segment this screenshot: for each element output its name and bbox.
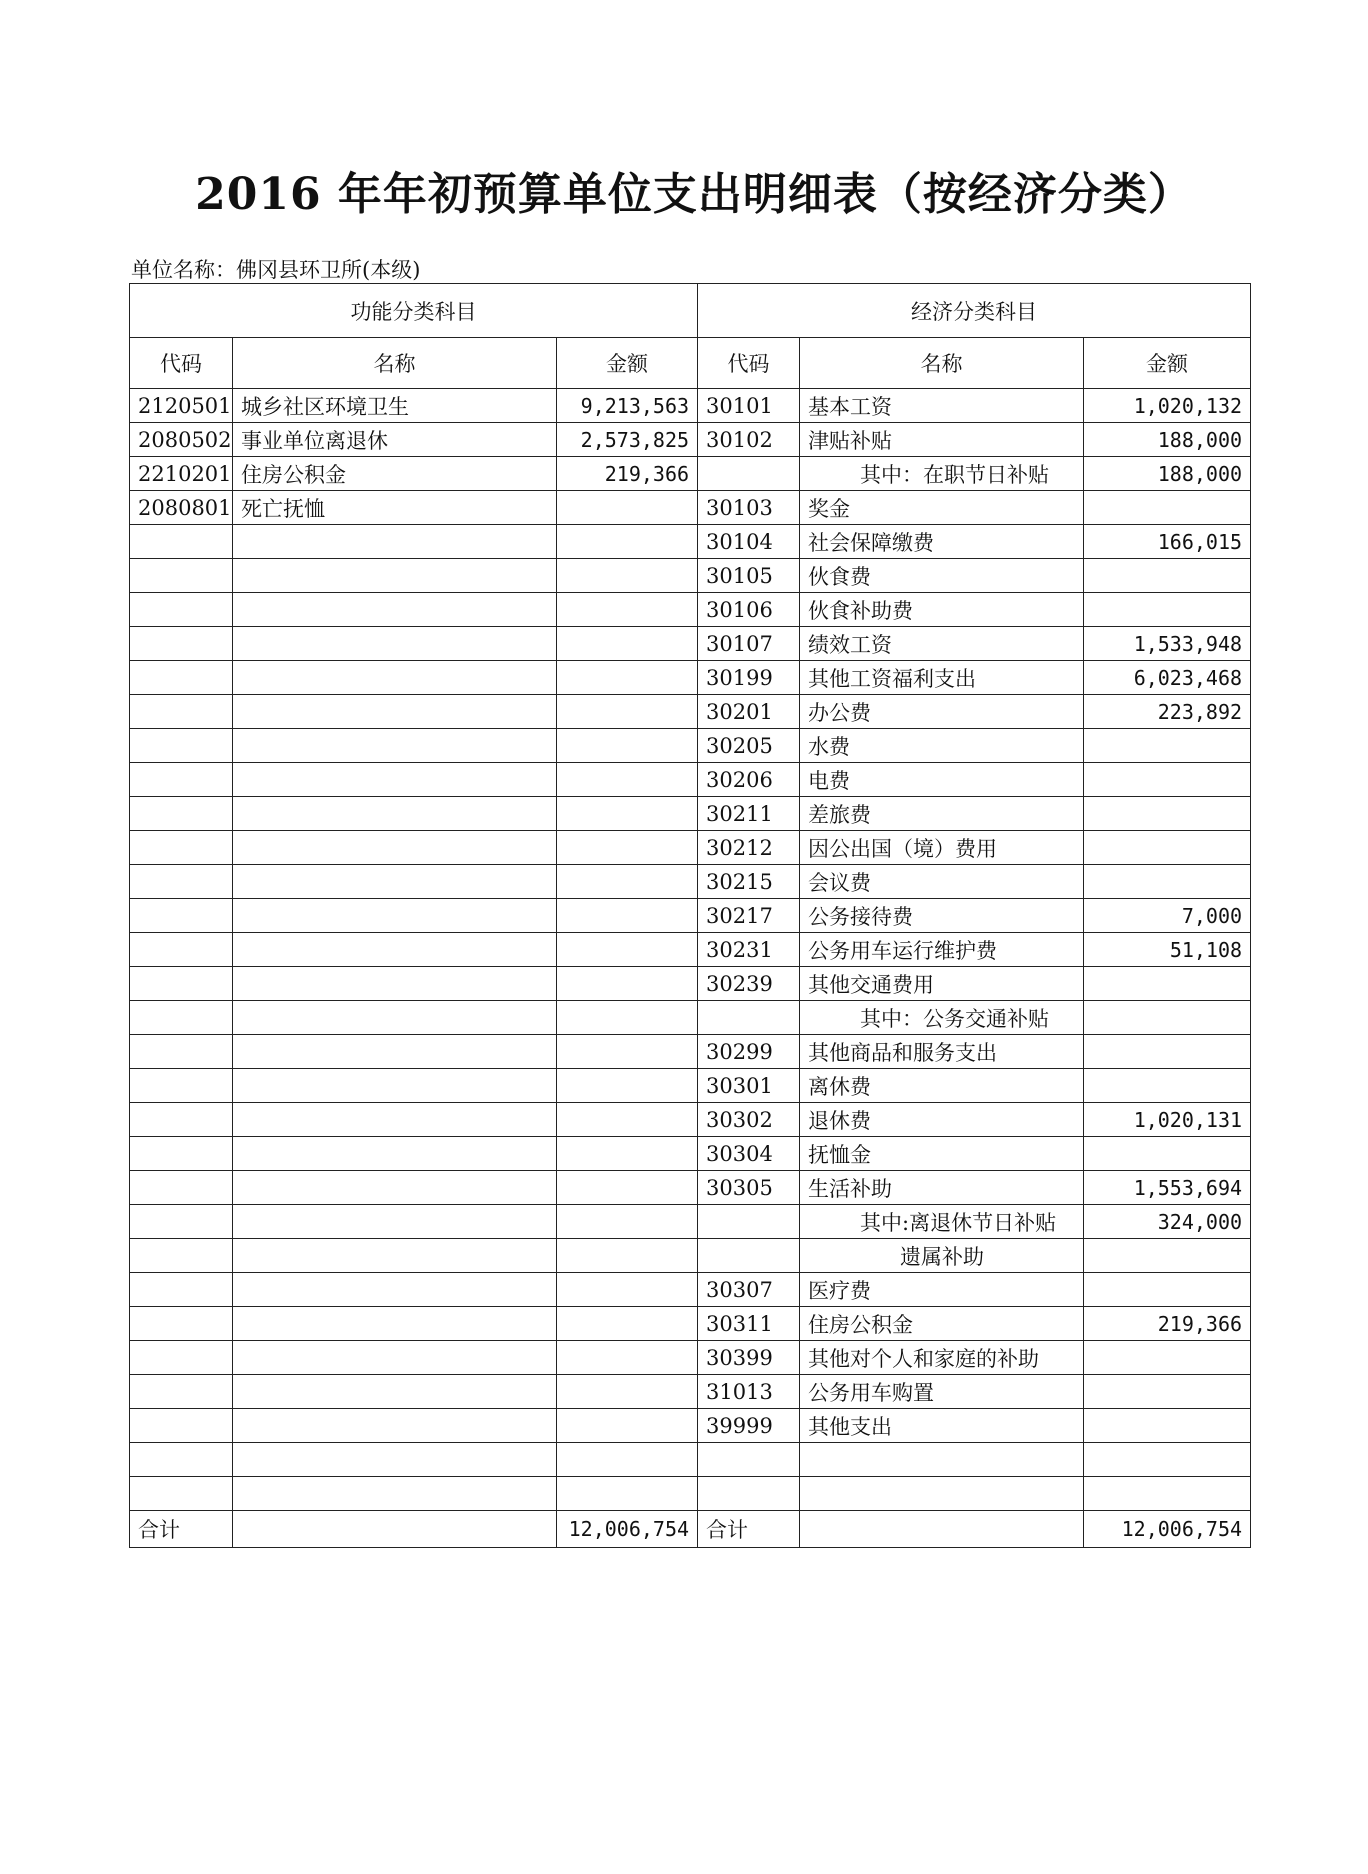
total-functional-amount: 12,006,754 [557,1511,698,1548]
economic-code-cell: 30107 [698,627,800,661]
functional-code-cell [130,1341,233,1375]
economic-amount-cell [1084,559,1251,593]
table-row [130,1069,1251,1103]
economic-code-cell: 30102 [698,423,800,457]
functional-amount-cell [557,1375,698,1409]
functional-amount-cell [557,1069,698,1103]
functional-code-cell [130,1409,233,1443]
table-row [130,1477,1251,1511]
economic-name-cell: 其他交通费用 [800,967,1084,1001]
table-row [130,1239,1251,1273]
functional-code-cell [130,729,233,763]
economic-amount-cell [1084,1477,1251,1511]
economic-amount-cell [1084,1273,1251,1307]
functional-name-cell [233,763,557,797]
functional-name-cell [233,1069,557,1103]
economic-amount-cell: 223,892 [1084,695,1251,729]
economic-name-cell: 会议费 [800,865,1084,899]
functional-amount-cell [557,797,698,831]
functional-amount-cell [557,1341,698,1375]
functional-amount-cell [557,1477,698,1511]
economic-name-cell: 其他商品和服务支出 [800,1035,1084,1069]
functional-amount-cell [557,1443,698,1477]
economic-amount-cell [1084,1239,1251,1273]
economic-code-cell [698,1001,800,1035]
economic-name-cell: 基本工资 [800,389,1084,423]
economic-name-cell: 公务用车运行维护费 [800,933,1084,967]
functional-name-cell: 住房公积金 [233,457,557,491]
economic-name-cell: 电费 [800,763,1084,797]
economic-code-cell: 31013 [698,1375,800,1409]
economic-amount-cell [1084,1001,1251,1035]
col-header-code: 代码 [130,338,233,389]
functional-name-cell [233,1239,557,1273]
functional-amount-cell [557,1273,698,1307]
table-row [130,491,1251,525]
functional-code-cell [130,1273,233,1307]
economic-name-cell: 其他支出 [800,1409,1084,1443]
economic-code-cell: 30212 [698,831,800,865]
economic-name-cell: 津贴补贴 [800,423,1084,457]
functional-name-cell [233,1171,557,1205]
table-row [130,899,1251,933]
functional-code-cell [130,967,233,1001]
economic-code-cell: 30299 [698,1035,800,1069]
section-header-row [130,284,1251,338]
economic-code-cell [698,1205,800,1239]
economic-name-cell: 其中：公务交通补贴 [800,1001,1084,1035]
functional-amount-cell [557,1137,698,1171]
economic-name-cell: 绩效工资 [800,627,1084,661]
functional-amount-cell [557,1001,698,1035]
economic-code-cell: 30301 [698,1069,800,1103]
functional-code-cell [130,661,233,695]
economic-name-cell: 伙食补助费 [800,593,1084,627]
total-blank [233,1511,557,1548]
economic-amount-cell [1084,763,1251,797]
col-header-name: 名称 [800,338,1084,389]
functional-code-cell [130,1205,233,1239]
functional-name-cell [233,1001,557,1035]
economic-name-cell: 抚恤金 [800,1137,1084,1171]
economic-code-cell: 39999 [698,1409,800,1443]
functional-name-cell [233,1409,557,1443]
table-row [130,797,1251,831]
economic-code-cell: 30211 [698,797,800,831]
functional-amount-cell [557,525,698,559]
functional-code-cell [130,1069,233,1103]
functional-amount-cell [557,627,698,661]
table-row [130,457,1251,491]
functional-name-cell [233,661,557,695]
functional-name-cell: 死亡抚恤 [233,491,557,525]
functional-name-cell [233,559,557,593]
functional-amount-cell [557,1239,698,1273]
economic-code-cell: 30205 [698,729,800,763]
economic-name-cell: 公务用车购置 [800,1375,1084,1409]
total-label: 合计 [698,1511,800,1548]
total-row [130,1511,1251,1548]
functional-amount-cell [557,831,698,865]
functional-code-cell [130,1137,233,1171]
functional-amount-cell [557,1409,698,1443]
functional-code-cell [130,1443,233,1477]
unit-name-label: 单位名称：佛冈县环卫所(本级) [131,258,421,282]
functional-amount-cell: 9,213,563 [557,389,698,423]
economic-amount-cell [1084,1137,1251,1171]
functional-name-cell [233,1205,557,1239]
economic-code-cell: 30106 [698,593,800,627]
table-row [130,831,1251,865]
economic-name-cell: 其他对个人和家庭的补助 [800,1341,1084,1375]
table-row [130,1375,1251,1409]
col-header-amount: 金额 [1084,338,1251,389]
economic-code-cell: 30103 [698,491,800,525]
total-blank [800,1511,1084,1548]
economic-name-cell: 生活补助 [800,1171,1084,1205]
functional-amount-cell [557,1307,698,1341]
economic-amount-cell [1084,729,1251,763]
functional-section-header: 功能分类科目 [130,284,698,338]
economic-code-cell: 30304 [698,1137,800,1171]
economic-code-cell: 30101 [698,389,800,423]
table-row [130,389,1251,423]
functional-name-cell: 事业单位离退休 [233,423,557,457]
economic-amount-cell [1084,1375,1251,1409]
economic-name-cell: 水费 [800,729,1084,763]
table-row [130,1103,1251,1137]
economic-code-cell [698,1477,800,1511]
functional-name-cell [233,1103,557,1137]
economic-code-cell: 30239 [698,967,800,1001]
functional-code-cell [130,933,233,967]
economic-code-cell: 30311 [698,1307,800,1341]
functional-name-cell [233,797,557,831]
economic-amount-cell [1084,1409,1251,1443]
functional-amount-cell [557,1205,698,1239]
col-header-amount: 金额 [557,338,698,389]
economic-amount-cell [1084,1443,1251,1477]
functional-amount-cell [557,593,698,627]
table-row [130,661,1251,695]
functional-amount-cell [557,899,698,933]
functional-amount-cell [557,1103,698,1137]
economic-amount-cell: 166,015 [1084,525,1251,559]
functional-name-cell [233,1341,557,1375]
economic-name-cell [800,1477,1084,1511]
economic-amount-cell: 7,000 [1084,899,1251,933]
functional-name-cell [233,1035,557,1069]
functional-amount-cell [557,1171,698,1205]
economic-section-header: 经济分类科目 [698,284,1251,338]
table-row [130,1341,1251,1375]
functional-code-cell: 2120501 [130,389,233,423]
table-row [130,627,1251,661]
economic-name-cell: 其他工资福利支出 [800,661,1084,695]
functional-amount-cell: 2,573,825 [557,423,698,457]
functional-amount-cell: 219,366 [557,457,698,491]
economic-name-cell: 其中:离退休节日补贴 [800,1205,1084,1239]
economic-code-cell [698,457,800,491]
economic-amount-cell: 188,000 [1084,423,1251,457]
economic-name-cell: 医疗费 [800,1273,1084,1307]
functional-code-cell: 2210201 [130,457,233,491]
functional-amount-cell [557,695,698,729]
economic-code-cell [698,1443,800,1477]
economic-amount-cell [1084,865,1251,899]
functional-amount-cell [557,491,698,525]
table-row [130,1409,1251,1443]
economic-name-cell: 社会保障缴费 [800,525,1084,559]
functional-code-cell [130,1375,233,1409]
economic-code-cell: 30201 [698,695,800,729]
functional-code-cell [130,1103,233,1137]
functional-name-cell [233,695,557,729]
functional-name-cell [233,729,557,763]
economic-name-cell: 差旅费 [800,797,1084,831]
economic-code-cell: 30307 [698,1273,800,1307]
economic-amount-cell: 324,000 [1084,1205,1251,1239]
functional-code-cell [130,525,233,559]
economic-name-cell: 遗属补助 [800,1239,1084,1273]
functional-name-cell [233,1307,557,1341]
economic-amount-cell: 1,020,131 [1084,1103,1251,1137]
column-header-row [130,338,1251,389]
economic-code-cell [698,1239,800,1273]
functional-name-cell [233,525,557,559]
economic-name-cell: 退休费 [800,1103,1084,1137]
functional-name-cell [233,1273,557,1307]
economic-name-cell: 因公出国（境）费用 [800,831,1084,865]
economic-name-cell: 其中：在职节日补贴 [800,457,1084,491]
economic-name-cell: 住房公积金 [800,1307,1084,1341]
functional-code-cell [130,1035,233,1069]
col-header-name: 名称 [233,338,557,389]
table-row [130,695,1251,729]
functional-name-cell [233,933,557,967]
economic-amount-cell: 1,533,948 [1084,627,1251,661]
functional-code-cell [130,559,233,593]
functional-code-cell [130,1171,233,1205]
economic-amount-cell: 1,020,132 [1084,389,1251,423]
functional-amount-cell [557,763,698,797]
functional-code-cell [130,593,233,627]
functional-code-cell: 2080801 [130,491,233,525]
functional-name-cell [233,1137,557,1171]
economic-code-cell: 30302 [698,1103,800,1137]
economic-code-cell: 30215 [698,865,800,899]
table-row [130,933,1251,967]
table-row [130,865,1251,899]
functional-name-cell: 城乡社区环境卫生 [233,389,557,423]
functional-name-cell [233,865,557,899]
table-row [130,593,1251,627]
functional-code-cell [130,627,233,661]
economic-code-cell: 30199 [698,661,800,695]
functional-code-cell [130,763,233,797]
economic-name-cell [800,1443,1084,1477]
table-row [130,729,1251,763]
functional-amount-cell [557,661,698,695]
economic-amount-cell [1084,831,1251,865]
economic-amount-cell [1084,1341,1251,1375]
table-row [130,1443,1251,1477]
economic-name-cell: 离休费 [800,1069,1084,1103]
table-row [130,1205,1251,1239]
economic-code-cell: 30105 [698,559,800,593]
economic-amount-cell [1084,967,1251,1001]
functional-code-cell: 2080502 [130,423,233,457]
economic-amount-cell: 188,000 [1084,457,1251,491]
table-row [130,423,1251,457]
economic-amount-cell [1084,593,1251,627]
economic-code-cell: 30206 [698,763,800,797]
functional-code-cell [130,831,233,865]
economic-name-cell: 伙食费 [800,559,1084,593]
functional-name-cell [233,1477,557,1511]
total-label: 合计 [130,1511,233,1548]
economic-code-cell: 30305 [698,1171,800,1205]
functional-code-cell [130,1001,233,1035]
table-row [130,1307,1251,1341]
economic-code-cell: 30104 [698,525,800,559]
table-row [130,525,1251,559]
page-title: 2016 年年初预算单位支出明细表（按经济分类） [195,169,1193,220]
table-row [130,1273,1251,1307]
economic-code-cell: 30399 [698,1341,800,1375]
functional-code-cell [130,1239,233,1273]
functional-amount-cell [557,559,698,593]
functional-name-cell [233,831,557,865]
functional-amount-cell [557,729,698,763]
table-row [130,559,1251,593]
functional-code-cell [130,865,233,899]
functional-code-cell [130,899,233,933]
economic-name-cell: 公务接待费 [800,899,1084,933]
functional-name-cell [233,627,557,661]
functional-name-cell [233,899,557,933]
functional-name-cell [233,967,557,1001]
expenditure-table [129,283,1251,1548]
table-row [130,1171,1251,1205]
table-row [130,967,1251,1001]
functional-name-cell [233,593,557,627]
functional-code-cell [130,695,233,729]
functional-amount-cell [557,933,698,967]
functional-name-cell [233,1443,557,1477]
economic-amount-cell: 6,023,468 [1084,661,1251,695]
functional-amount-cell [557,1035,698,1069]
economic-code-cell: 30231 [698,933,800,967]
col-header-code: 代码 [698,338,800,389]
economic-amount-cell [1084,797,1251,831]
table-row [130,1035,1251,1069]
functional-code-cell [130,1477,233,1511]
economic-amount-cell: 219,366 [1084,1307,1251,1341]
functional-code-cell [130,1307,233,1341]
economic-amount-cell [1084,491,1251,525]
total-economic-amount: 12,006,754 [1084,1511,1251,1548]
economic-amount-cell: 51,108 [1084,933,1251,967]
economic-code-cell: 30217 [698,899,800,933]
economic-name-cell: 办公费 [800,695,1084,729]
functional-name-cell [233,1375,557,1409]
economic-amount-cell [1084,1035,1251,1069]
table-row [130,763,1251,797]
functional-amount-cell [557,967,698,1001]
economic-amount-cell [1084,1069,1251,1103]
functional-amount-cell [557,865,698,899]
table-row [130,1001,1251,1035]
economic-amount-cell: 1,553,694 [1084,1171,1251,1205]
functional-code-cell [130,797,233,831]
table-row [130,1137,1251,1171]
economic-name-cell: 奖金 [800,491,1084,525]
